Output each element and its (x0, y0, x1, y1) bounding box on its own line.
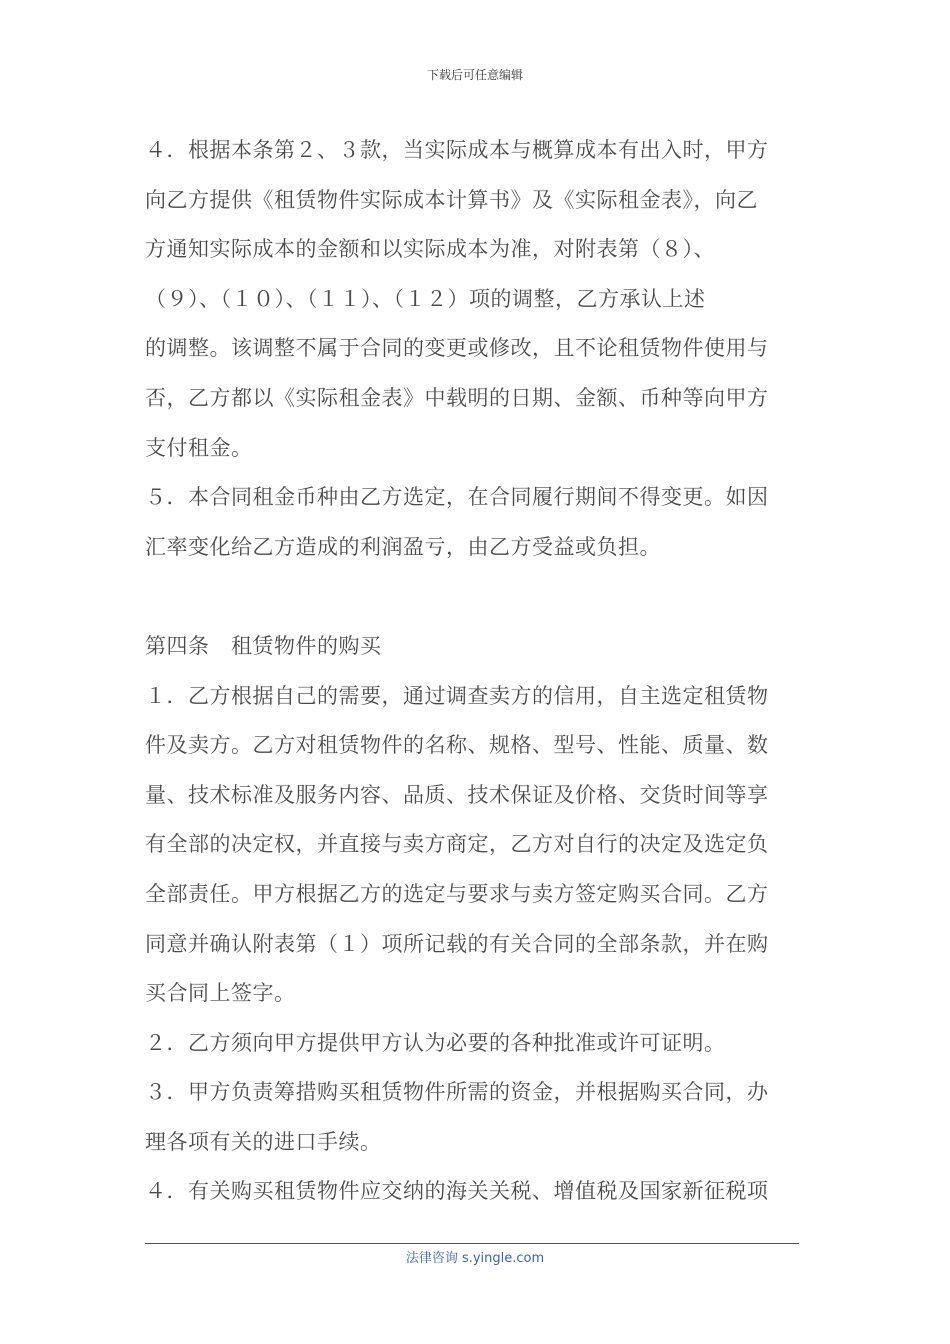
text-line: 全部责任。甲方根据乙方的选定与要求与卖方签定购买合同。乙方 (145, 881, 769, 906)
paragraph-gap (145, 572, 795, 622)
text-line: 支付租金。 (145, 435, 253, 460)
text-line: 的调整。该调整不属于合同的变更或修改，且不论租赁物件使用与 (145, 336, 769, 361)
text-line: 方通知实际成本的金额和以实际成本为准，对附表第（８）、 (145, 237, 715, 262)
text-line: 同意并确认附表第（１）项所记载的有关合同的全部条款，并在购 (145, 931, 769, 956)
text-line: 向乙方提供《租赁物件实际成本计算书》及《实际租金表》，向乙 (145, 187, 758, 212)
text-line: 买合同上签字。 (145, 981, 296, 1006)
text-line: ２．乙方须向甲方提供甲方认为必要的各种批准或许可证明。 (145, 1030, 726, 1055)
footer-divider (145, 1243, 799, 1244)
text-line: 理各项有关的进口手续。 (145, 1129, 382, 1154)
text-line: 否，乙方都以《实际租金表》中载明的日期、金额、币种等向甲方 (145, 385, 769, 410)
text-line: ３．甲方负责筹措购买租赁物件所需的资金，并根据购买合同，办 (145, 1080, 769, 1105)
text-line: １．乙方根据自己的需要，通过调查卖方的信用，自主选定租赁物 (145, 683, 769, 708)
text-line: 有全部的决定权，并直接与卖方商定，乙方对自行的决定及选定负 (145, 832, 769, 857)
document-body (145, 126, 795, 1217)
text-line: ４．有关购买租赁物件应交纳的海关关税、增值税及国家新征税项 (145, 1179, 769, 1204)
text-line: 件及卖方。乙方对租赁物件的名称、规格、型号、性能、质量、数 (145, 733, 769, 758)
text-line: 汇率变化给乙方造成的利润盈亏，由乙方受益或负担。 (145, 534, 661, 559)
section-heading: 第四条 租赁物件的购买 (145, 633, 382, 658)
page-header: 下载后可任意编辑 (426, 68, 523, 82)
text-line: ４．根据本条第２、３款，当实际成本与概算成本有出入时，甲方 (145, 138, 769, 162)
text-line: （９）、（１０）、（１１）、（１２）项的调整，乙方承认上述 (145, 286, 706, 311)
text-line: ５．本合同租金币种由乙方选定，在合同履行期间不得变更。如因 (145, 485, 769, 510)
text-line: 量、技术标准及服务内容、品质、技术保证及价格、交货时间等享 (145, 782, 769, 807)
footer-link[interactable]: 法律咨询 s.yingle.com (405, 1251, 545, 1266)
